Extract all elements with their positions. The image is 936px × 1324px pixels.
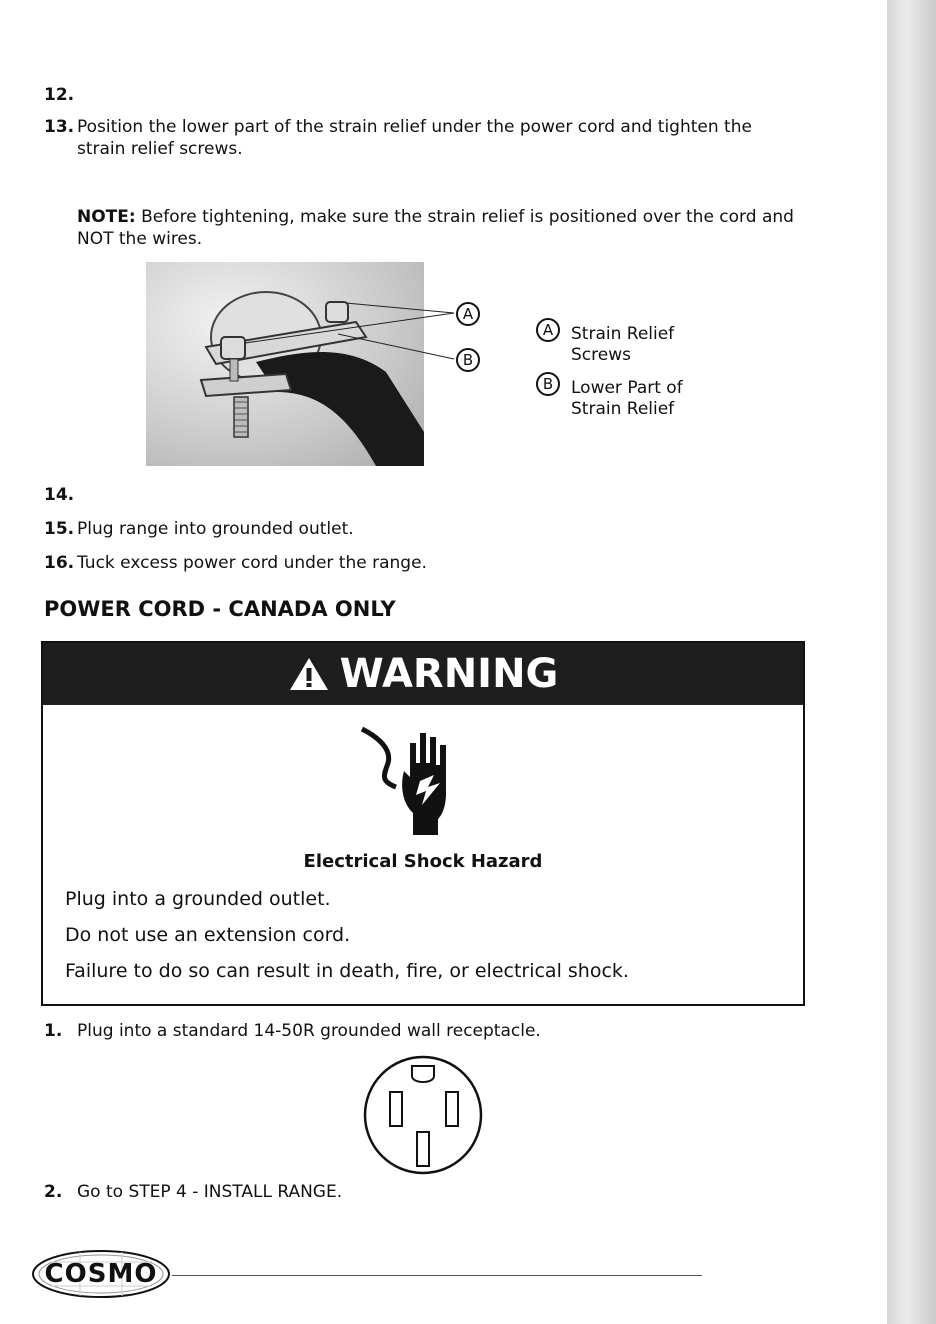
legend-a-line1: Strain Relief <box>571 324 675 344</box>
electrical-shock-hand-icon <box>358 723 468 835</box>
legend-b-line2: Strain Relief <box>571 399 675 419</box>
note-label: NOTE: <box>77 207 136 227</box>
step-15 <box>44 518 354 540</box>
step-14 <box>44 484 77 506</box>
warning-box <box>41 641 805 1006</box>
step-text: Go to STEP 4 - INSTALL RANGE. <box>77 1182 343 1202</box>
step-canada-2 <box>44 1181 343 1203</box>
step-number: 14. <box>44 485 75 505</box>
step-text: Position the lower part of the strain relief under the power cord and tighten the strain relief screws. <box>77 117 752 159</box>
logo-text: COSMO <box>44 1259 158 1289</box>
legend-b-line1: Lower Part of <box>571 378 683 398</box>
warning-header <box>43 643 803 705</box>
section-title: POWER CORD - CANADA ONLY <box>44 597 396 621</box>
legend-b-circle: B <box>536 372 560 396</box>
step-16 <box>44 552 427 574</box>
legend-a-label <box>571 324 674 366</box>
step-text: Plug range into grounded outlet. <box>77 519 354 539</box>
warning-line-2: Do not use an extension cord. <box>65 924 351 946</box>
step-number: 1. <box>44 1021 63 1041</box>
step-number: 16. <box>44 553 75 573</box>
warning-line-1: Plug into a grounded outlet. <box>65 888 331 910</box>
legend-a-circle: A <box>536 318 560 342</box>
step-number: 12. <box>44 85 75 105</box>
step-text: Plug into a standard 14-50R grounded wall receptacle. <box>77 1021 541 1041</box>
step-number: 13. <box>44 117 75 137</box>
warning-title: WARNING <box>339 651 559 697</box>
legend-b-label <box>571 378 683 420</box>
note-text: Before tightening, make sure the strain relief is positioned over the cord and NOT the wires. <box>77 207 794 249</box>
warning-line-3: Failure to do so can result in death, fire, or electrical shock. <box>65 960 629 982</box>
step-number: 2. <box>44 1182 63 1202</box>
legend-a-line2: Screws <box>571 345 631 365</box>
callout-lines <box>0 0 936 500</box>
callout-b: B <box>456 348 480 372</box>
step-text: Tuck excess power cord under the range. <box>77 553 427 573</box>
receptacle-14-50r-diagram <box>360 1054 486 1176</box>
step-canada-1 <box>44 1020 541 1042</box>
callout-a: A <box>456 302 480 326</box>
cosmo-logo <box>30 1248 172 1300</box>
warning-triangle-icon <box>288 656 330 692</box>
hazard-title: Electrical Shock Hazard <box>303 851 543 872</box>
step-number: 15. <box>44 519 75 539</box>
footer-rule <box>172 1275 702 1276</box>
